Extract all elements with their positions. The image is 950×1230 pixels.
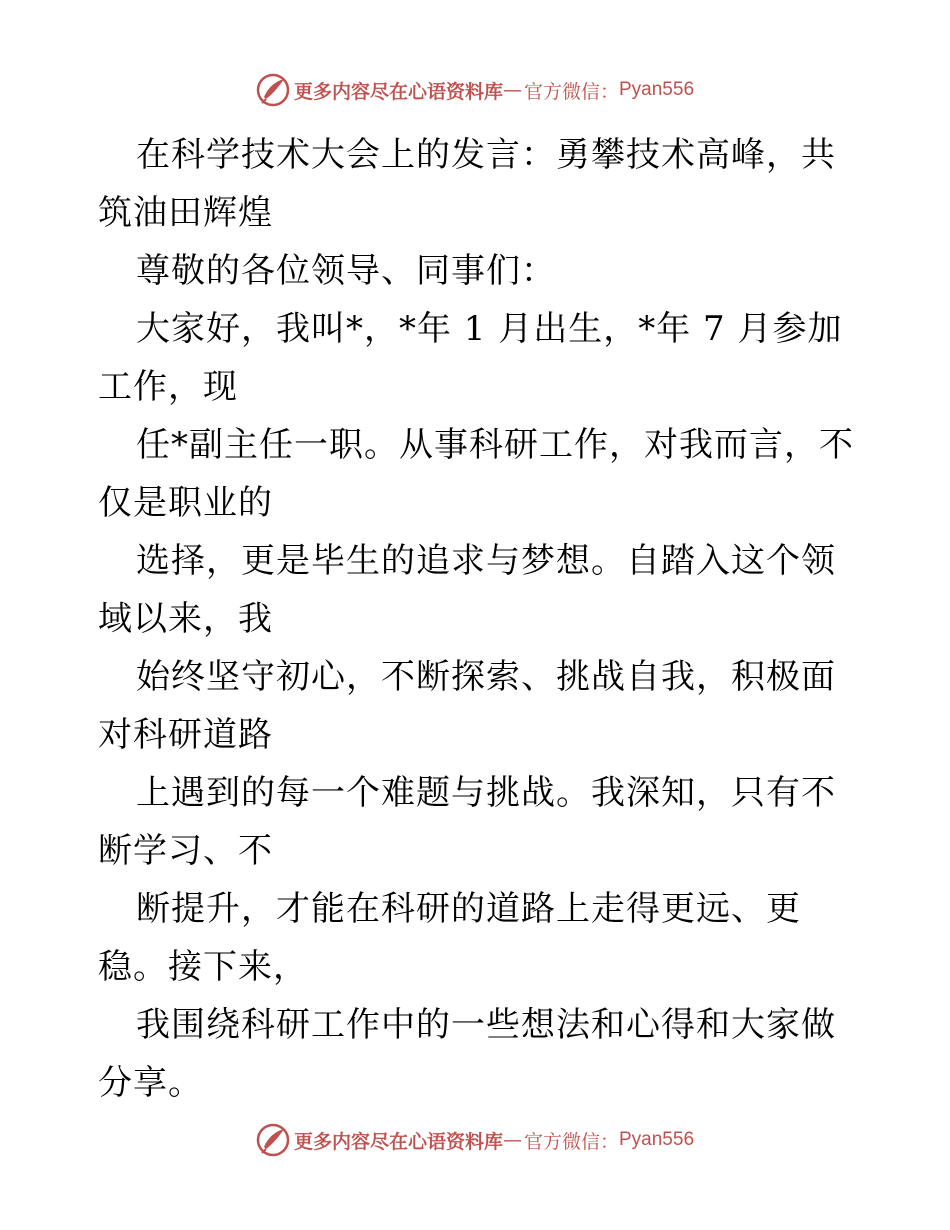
paragraph-greeting: 尊敬的各位领导、同事们：: [136, 251, 556, 291]
footer-banner: [0, 1120, 950, 1160]
paragraph-line: 任*副主任一职。从事科研工作，对我而言，不仅是职业的: [98, 425, 854, 523]
banner-separator: —: [502, 79, 522, 101]
quill-logo-icon: [256, 73, 290, 107]
banner-separator: —: [502, 1129, 522, 1151]
paragraph-line: 始终坚守初心，不断探索、挑战自我，积极面对科研道路: [98, 657, 836, 755]
banner-wechat-id: Pyan556: [619, 1129, 695, 1150]
banner-wechat-label: 官方微信：: [523, 80, 619, 103]
banner-wechat-id: Pyan556: [619, 79, 695, 100]
header-banner: [0, 70, 950, 110]
paragraph-line: 选择，更是毕生的追求与梦想。自踏入这个领域以来，我: [98, 541, 836, 639]
document-body: [98, 126, 858, 1112]
paragraph-line: 大家好，我叫*，*年 1 月出生，*年 7 月参加工作，现: [98, 309, 843, 407]
paragraph-title: 在科学技术大会上的发言：勇攀技术高峰，共筑油田辉煌: [98, 135, 836, 233]
paragraph-line: 我围绕科研工作中的一些想法和心得和大家做分享。: [98, 1005, 836, 1103]
banner-title: 更多内容尽在心语资料库: [293, 1130, 503, 1153]
quill-logo-icon: [256, 1123, 290, 1157]
paragraph-line: 断提升，才能在科研的道路上走得更远、更稳。接下来，: [98, 889, 801, 987]
banner-wechat-label: 官方微信：: [523, 1130, 619, 1153]
banner-title: 更多内容尽在心语资料库: [293, 80, 503, 103]
paragraph-line: 上遇到的每一个难题与挑战。我深知，只有不断学习、不: [98, 773, 836, 871]
